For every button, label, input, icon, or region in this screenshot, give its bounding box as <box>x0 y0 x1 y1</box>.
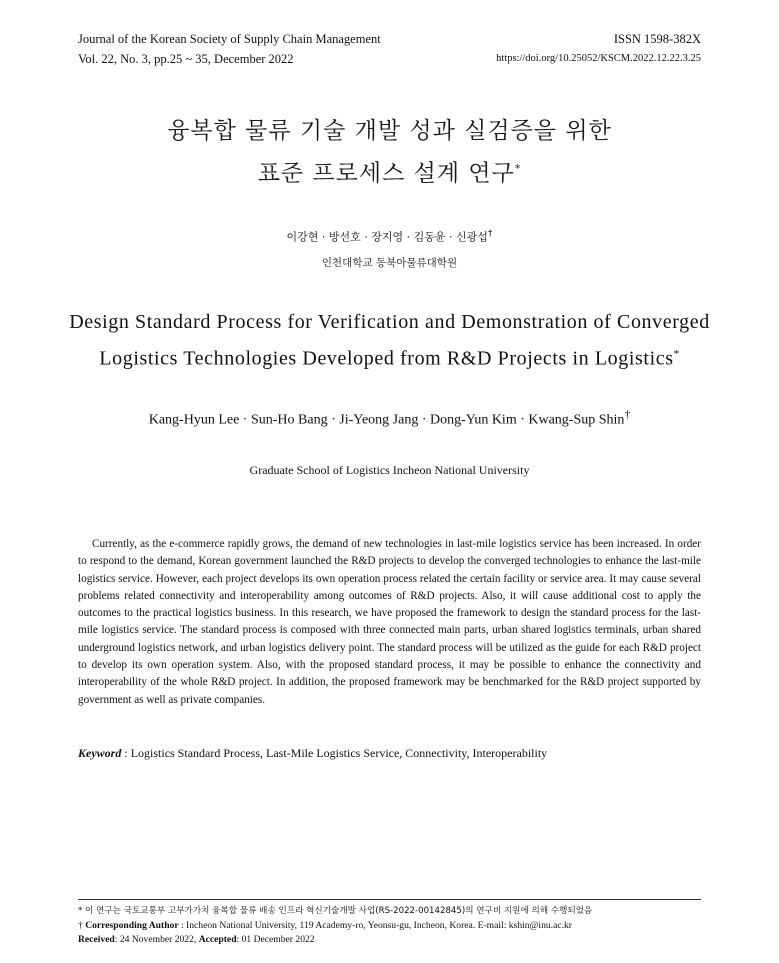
corresponding-details: : Incheon National University, 119 Academy-ro, Yeonsu-gu, Incheon, Korea. E-mail: kshin@inu.ac.kr <box>178 920 572 931</box>
journal-volume: Vol. 22, No. 3, pp.25 ~ 35, December 2022 <box>78 52 294 66</box>
corresponding-mark: † <box>78 920 86 931</box>
abstract: Currently, as the e-commerce rapidly grows, the demand of new technologies in last-mile logistics service has been increased. In order to respond to the demand, Korean government launched the R&D projects to develop the converged technologies to enhance the last-mile logistics service. However, each project develops its own operation process related the certain facility or service area. It may cause several problems related connectivity and interoperability among outcomes of R&D projects. Also, it will cause additional cost to apply the outcomes to the practical logistics business. In this research, we have proposed the framework to design the standard process for the last-mile logistics service. The standard process is composed with three connected main parts, urban shared logistics terminals, urban shared underground logistics network, and urban logistics delivery point. The standard process will be utilized as the guide for each R&D project to develop its own operation system. Also, with the proposed standard process, it may be possible to enhance the connectivity and interoperability of the whole R&D project. In addition, the proposed framework may be benchmarked for the R&D project supported by government as well as private companies. <box>78 538 701 706</box>
journal-header <box>78 29 381 69</box>
dates-footnote <box>78 934 718 947</box>
korean-corresponding-mark: † <box>487 228 493 239</box>
english-title-line2: Logistics Technologies Developed from R&D Projects in Logistics <box>99 347 674 370</box>
english-affiliation: Graduate School of Logistics Incheon National University <box>249 463 530 477</box>
english-title-footnote-mark: * <box>673 348 680 360</box>
english-title <box>0 306 779 375</box>
korean-affiliation: 인천대학교 동북아물류대학원 <box>321 257 458 269</box>
received-date: : 24 November 2022, <box>114 934 199 945</box>
funding-footnote: * 이 연구는 국토교통부 고부가가치 융복합 물류 배송 인프라 혁신기술개발 사업(RS-2022-00142845)의 연구비 지원에 의해 수행되었음 <box>78 906 593 916</box>
korean-authors <box>0 225 779 247</box>
accepted-date: : 01 December 2022 <box>236 934 315 945</box>
korean-title-footnote-mark: * <box>514 162 522 175</box>
korean-title <box>0 113 779 193</box>
korean-title-line2: 표준 프로세스 설계 연구 <box>257 160 515 187</box>
footnote-divider <box>78 899 701 900</box>
english-title-line1: Design Standard Process for Verification and Demonstration of Converged <box>69 311 710 333</box>
doi-link[interactable]: https://doi.org/10.25052/KSCM.2022.12.22.3.25 <box>496 53 701 64</box>
korean-author-names: 이강현 · 방선호 · 장지영 · 김동윤 · 신광섭 <box>286 230 488 244</box>
issn: ISSN 1598-382X <box>613 32 701 46</box>
journal-name: Journal of the Korean Society of Supply Chain Management <box>78 32 381 46</box>
keyword-separator: : <box>121 746 131 760</box>
issn-header <box>496 29 701 69</box>
keywords <box>78 744 547 762</box>
korean-title-line1: 융복합 물류 기술 개발 성과 실검증을 위한 <box>167 118 612 144</box>
keyword-text: Logistics Standard Process, Last-Mile Logistics Service, Connectivity, Interoperability <box>130 746 548 760</box>
keyword-label: Keyword <box>78 746 122 760</box>
accepted-label: Accepted <box>198 934 237 945</box>
corresponding-label: Corresponding Author <box>85 920 179 931</box>
corresponding-author-footnote <box>78 920 718 933</box>
received-label: Received <box>78 934 115 945</box>
english-corresponding-mark: † <box>624 408 631 421</box>
english-authors <box>0 405 779 431</box>
english-author-names: Kang-Hyun Lee · Sun-Ho Bang · Ji-Yeong Jang · Dong-Yun Kim · Kwang-Sup Shin <box>148 412 625 428</box>
